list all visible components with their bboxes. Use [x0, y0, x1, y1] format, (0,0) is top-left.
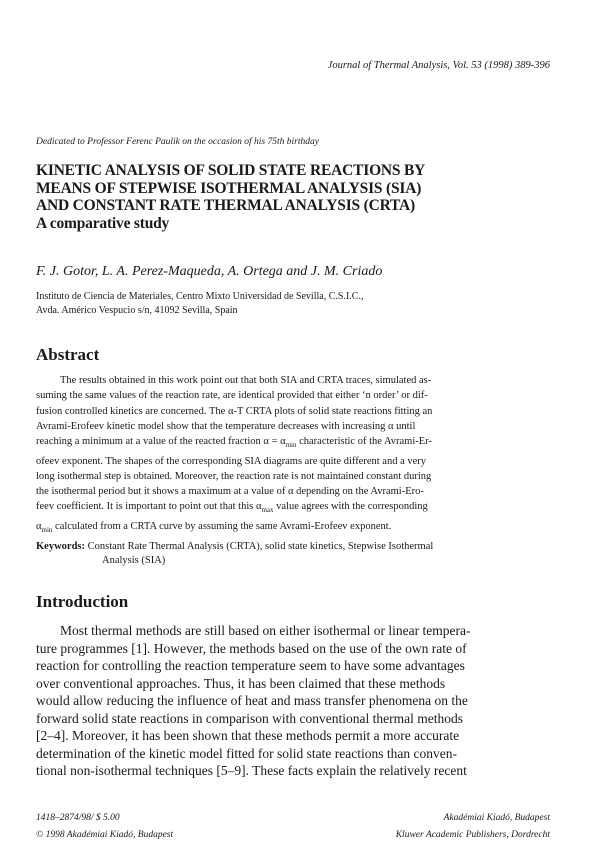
- abstract-line: the isothermal period but it shows a maximum at a value of α depending on the Avrami-Ero-: [36, 486, 424, 498]
- title-line: A comparative study: [36, 214, 170, 232]
- abstract-line: reaching a minimum at a value of the reacted fraction $\alpha = \alpha_{min}$ characteristic of the Avrami-Er-: [36, 436, 432, 450]
- intro-line: forward solid state reactions in comparison with conventional thermal methods: [36, 710, 464, 726]
- intro-line: Most thermal methods are still based on either isothermal or linear tempera-: [60, 623, 471, 638]
- keywords-label: Keywords:: [36, 541, 85, 552]
- publisher: Akadémiai Kiadó, Budapest: [443, 813, 550, 823]
- journal-citation: Journal of Thermal Analysis, Vol. 53 (1998) 389-396: [327, 60, 550, 71]
- intro-line: tional non-isothermal techniques [5–9]. These facts explain the relatively recent: [36, 763, 467, 778]
- co-publisher: Kluwer Academic Publishers, Dordrecht: [395, 830, 550, 840]
- abstract-line: fusion controlled kinetics are concerned. The α-T CRTA plots of solid state reactions fitting an: [36, 405, 433, 417]
- intro-line: [2–4]. Moreover, it has been shown that these methods permit a more accurate: [36, 728, 460, 743]
- abstract-heading: Abstract: [36, 345, 100, 364]
- intro-line: reaction for controlling the reaction temperature seem to have some advantages: [36, 658, 465, 673]
- keywords-text: Constant Rate Thermal Analysis (CRTA), solid state kinetics, Stepwise Isothermal: [87, 541, 434, 552]
- affiliation: [36, 290, 363, 318]
- keywords: [36, 540, 556, 568]
- copyright: © 1998 Akadémiai Kiadó, Budapest: [36, 830, 174, 840]
- abstract-line: feev coefficient. It is important to point out that this $\alpha_{max}$ value agrees with the corresponding: [36, 501, 428, 515]
- intro-line: would allow reducing the influence of heat and mass transfer phenomena on the: [36, 693, 468, 708]
- title-line: AND CONSTANT RATE THERMAL ANALYSIS (CRTA): [36, 197, 415, 214]
- abstract-line: suming the same values of the reaction rate, are identical provided that either ‘n order’ or dif-: [36, 390, 428, 402]
- introduction-body: [36, 622, 566, 780]
- abstract-line: ofeev exponent. The shapes of the corresponding SIA diagrams are quite different and a very: [36, 455, 427, 467]
- abstract-body: [36, 373, 556, 538]
- introduction-heading: Introduction: [36, 592, 129, 611]
- abstract-line: Avrami-Erofeev kinetic model show that the temperature decreases with increasing α until: [36, 420, 416, 432]
- footer-right: [396, 810, 550, 844]
- title-line: KINETIC ANALYSIS OF SOLID STATE REACTIONS BY: [36, 162, 426, 179]
- affiliation-line: Avda. Américo Vespucio s/n, 41092 Sevilla, Spain: [36, 305, 238, 316]
- intro-line: ture programmes [1]. However, the methods based on the use of the own rate of: [36, 640, 467, 656]
- abstract-line: long isothermal step is obtained. Moreover, the reaction rate is not maintained constant during: [36, 470, 432, 482]
- title-line: MEANS OF STEPWISE ISOTHERMAL ANALYSIS (SIA): [36, 179, 422, 197]
- keywords-text: Analysis (SIA): [102, 555, 166, 566]
- authors: F. J. Gotor, L. A. Perez-Maqueda, A. Ortega and J. M. Criado: [36, 264, 383, 279]
- issn-price: 1418–2874/98/ $ 5.00: [36, 813, 120, 823]
- dedication: Dedicated to Professor Ferenc Paulik on the occasion of his 75th birthday: [36, 137, 319, 147]
- intro-line: over conventional approaches. Thus, it has been claimed that these methods: [36, 675, 446, 691]
- intro-line: determination of the kinetic model fitted for solid state reactions than conven-: [36, 745, 457, 761]
- paper-title: [36, 162, 556, 232]
- abstract-line: $\alpha_{min}$ calculated from a CRTA curve by assuming the same Avrami-Erofeev exponent.: [36, 520, 392, 534]
- footer-left: [36, 810, 173, 844]
- abstract-line: The results obtained in this work point out that both SIA and CRTA traces, simulated as-: [60, 375, 432, 386]
- affiliation-line: Instituto de Ciencia de Materiales, Centro Mixto Universidad de Sevilla, C.S.I.C.,: [36, 291, 364, 302]
